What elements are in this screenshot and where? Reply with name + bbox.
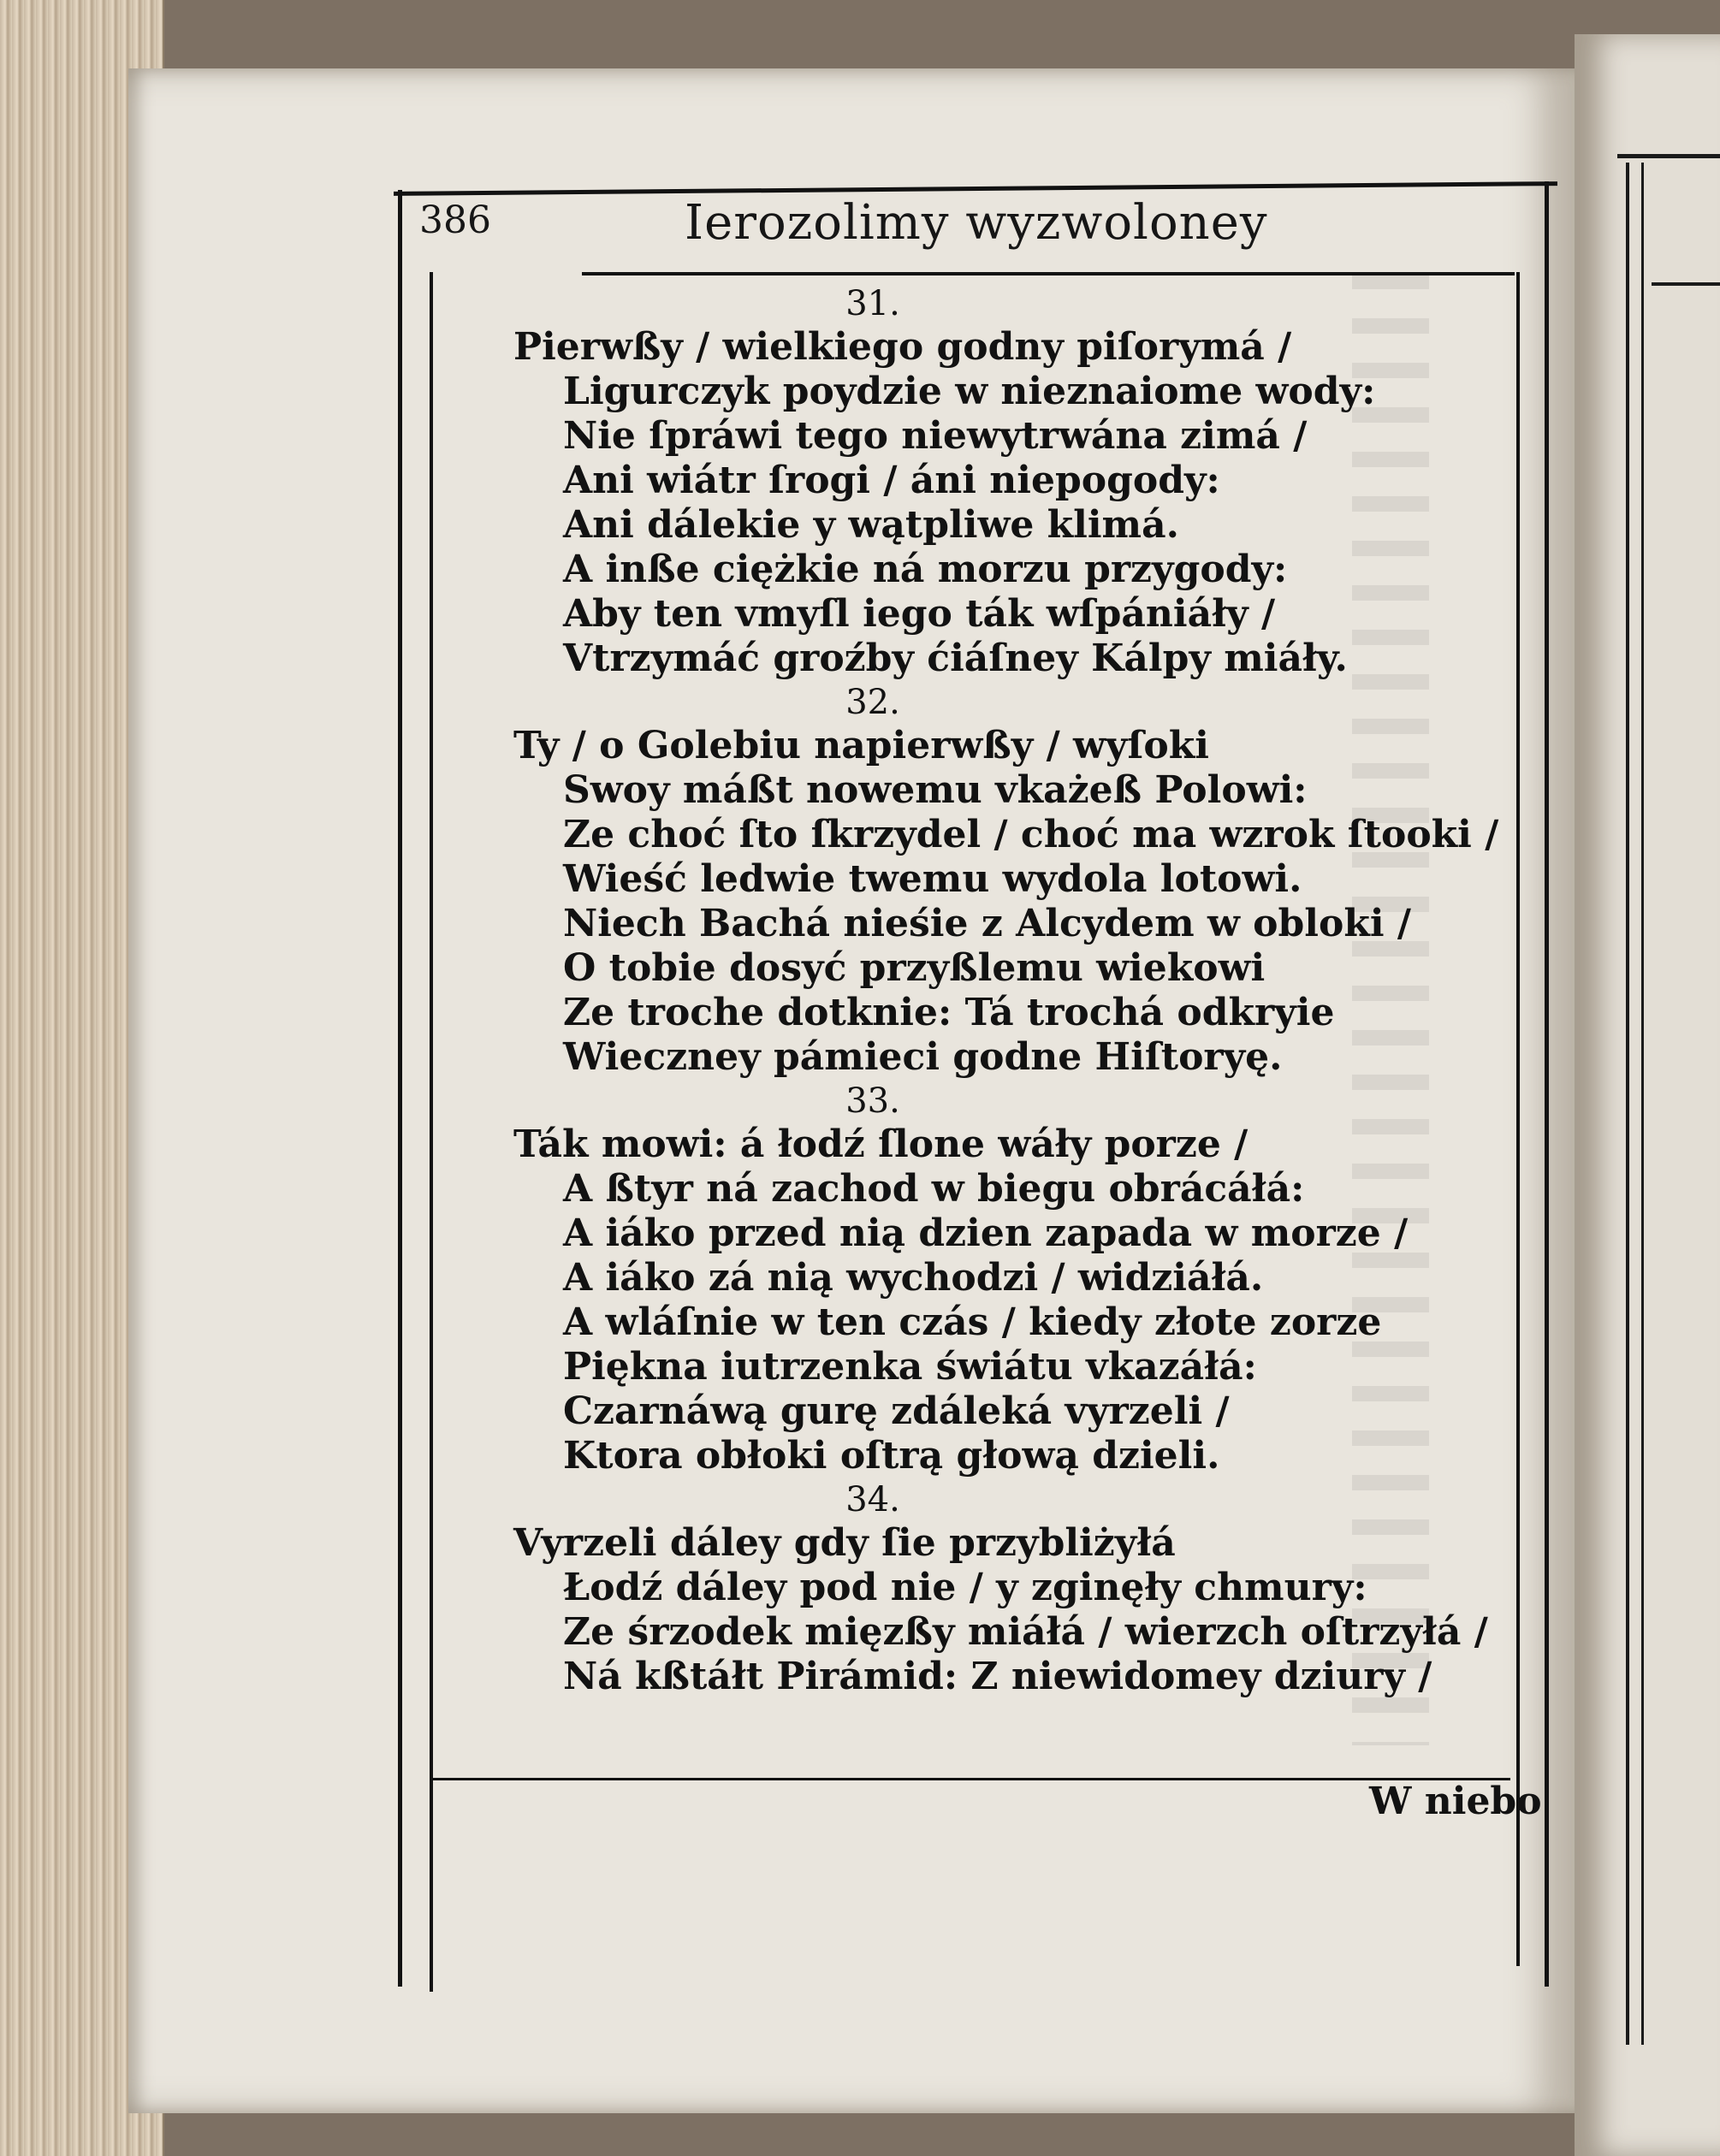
stanza-number: 34. bbox=[845, 1480, 900, 1519]
verse-line: Swoy máßt nowemu vkażeß Polowi: bbox=[563, 768, 1308, 812]
verse-line: Piękna iutrzenka świátu vkazáłá: bbox=[563, 1345, 1257, 1389]
running-title: Ierozolimy wyzwoloney bbox=[685, 195, 1268, 251]
verse-line: Wieść ledwie twemu wydola lotowi. bbox=[563, 857, 1302, 901]
right-outer-rule bbox=[1545, 181, 1549, 1987]
stanza bbox=[513, 681, 1506, 1080]
verse-line: Ty / o Golebiu napierwßy / wyſoki bbox=[513, 724, 1209, 767]
verse-line: Ze śrzodek mięzßy miáłá / wierzch oſtrzyłá / bbox=[563, 1610, 1488, 1654]
verse-line: Ná kßtáłt Pirámid: Z niewidomey dziury / bbox=[563, 1655, 1432, 1698]
stanza-number: 33. bbox=[845, 1081, 900, 1121]
verse-line: Nie ſpráwi tego niewytrwána zimá / bbox=[563, 414, 1308, 458]
verse-line: Vyrzeli dáley gdy ſie przybliżyłá bbox=[513, 1521, 1176, 1565]
left-inner-rule bbox=[430, 272, 433, 1992]
verse-line: O tobie dosyć przyßlemu wiekowi bbox=[563, 946, 1266, 990]
verse-line: Vtrzymáć groźby ćiáſney Kálpy miáły. bbox=[563, 637, 1348, 680]
verse-line: A inße ciężkie ná morzu przygody: bbox=[563, 548, 1288, 591]
catchword: W niebo bbox=[1369, 1780, 1542, 1823]
verse-line: Ze choć ſto ſkrzydel / choć ma wzrok ſtooki / bbox=[563, 813, 1499, 856]
verse-line: A ßtyr ná zachod w biegu obrácáłá: bbox=[563, 1167, 1305, 1211]
verse-line: Ligurczyk poydzie w nieznaiome wody: bbox=[563, 370, 1376, 413]
facing-page bbox=[1575, 34, 1720, 2156]
right-inner-rule bbox=[1516, 272, 1520, 1966]
verse-line: Niech Bachá nieśie z Alcydem w obloki / bbox=[563, 902, 1411, 945]
verse-line: A iáko przed nią dzien zapada w morze / bbox=[563, 1211, 1409, 1255]
verse-line: Czarnáwą gurę zdáleká vyrzeli / bbox=[563, 1389, 1230, 1433]
verse-line: Ták mowi: á łodź ſlone wáły porze / bbox=[513, 1122, 1248, 1166]
stanza bbox=[513, 282, 1506, 681]
stanza-number: 32. bbox=[845, 683, 900, 722]
verse-line: A wláſnie w ten czás / kiedy złote zorze bbox=[563, 1300, 1382, 1344]
verse-line: Ani dálekie y wątpliwe klimá. bbox=[563, 503, 1179, 547]
verse-line: Wieczney pámieci godne Hiſtoryę. bbox=[563, 1035, 1283, 1079]
verse-line: Aby ten vmyſl iego ták wſpániáły / bbox=[563, 592, 1276, 636]
verse-line: A iáko zá nią wychodzi / widziáłá. bbox=[563, 1256, 1264, 1300]
stanza-number: 31. bbox=[845, 284, 900, 323]
verse-line: Pierwßy / wielkiego godny piſorymá / bbox=[513, 325, 1292, 369]
page-number: 386 bbox=[419, 198, 491, 242]
verse-line: Łodź dáley pod nie / y zginęły chmury: bbox=[563, 1566, 1367, 1609]
verse-line: Ze troche dotknie: Tá trochá odkryie bbox=[563, 991, 1335, 1034]
poem-text bbox=[513, 282, 1506, 1699]
verse-line: Ani wiátr ſrogi / áni niepogody: bbox=[563, 459, 1220, 502]
verse-line: Ktora obłoki oſtrą głową dzieli. bbox=[563, 1434, 1220, 1478]
stanza bbox=[513, 1080, 1506, 1478]
bottom-rule bbox=[432, 1778, 1510, 1780]
stanza bbox=[513, 1478, 1506, 1699]
left-outer-rule bbox=[398, 190, 402, 1987]
